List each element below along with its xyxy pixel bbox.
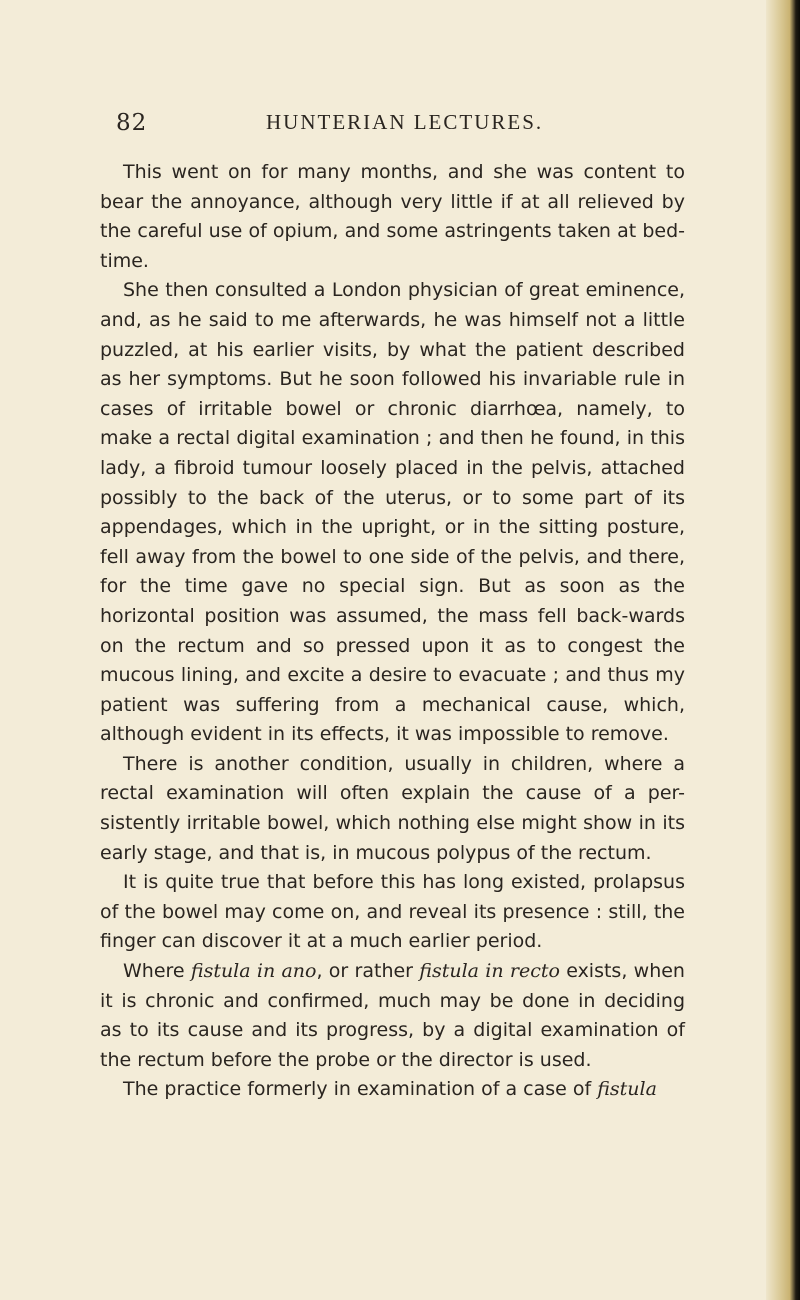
body-text: [100, 158, 685, 1105]
page-header: [116, 110, 696, 144]
book-spine-edge: [766, 0, 800, 1300]
italic-term: fistula in recto: [419, 960, 560, 983]
paragraph: There is another condition, usually in children, where a rectal examination will often explain the cause of a per-sistently irritable bowel, which nothing else might show in its early stage, and that is, in mucous polypus of the rectum.: [100, 752, 685, 864]
paragraph: It is quite true that before this has long existed, prolapsus of the bowel may come on, and reveal its presence : still, the finger can discover it at a much earlier period.: [100, 871, 685, 953]
text-span: , or rather: [316, 960, 420, 983]
paragraph: She then consulted a London physician of great eminence, and, as he said to me afterwards, he was himself not a little puzzled, at his earlier visits, by what the patient described as her symptoms. But he soon followed his invariable rule in cases of irritable bowel or chronic diarrhœa, namely, to make a rectal digital examination ; and then he found, in this lady, a fibroid tumour loosely placed in the pelvis, attached possibly to the back of the uterus, or to some part of its appendages, which in the upright, or in the sitting posture, fell away from the bowel to one side of the pelvis, and there, for the time gave no special sign. But as soon as the horizontal position was assumed, the mass fell back-wards on the rectum and so pressed upon it as to congest the mucous lining, and excite a desire to evacuate ; and thus my patient was suffering from a mechanical cause, which, although evident in its effects, it was impossible to remove.: [100, 279, 685, 746]
italic-term: fistula: [597, 1078, 657, 1101]
paragraph: [100, 1075, 685, 1105]
paragraph: [100, 957, 685, 1075]
page-number: 82: [116, 110, 148, 136]
text-span: exists, when it is chronic and confirmed, much may be done in deciding as to its cause and its progress, by a digital examination of the rectum before the probe or the director is used.: [100, 960, 685, 1071]
text-span: Where: [123, 960, 191, 983]
text-span: The practice formerly in examination of a case of: [123, 1078, 598, 1101]
paragraph: This went on for many months, and she was content to bear the annoyance, although very little if at all relieved by the careful use of opium, and some astringents taken at bed-time.: [100, 161, 685, 272]
running-title: HUNTERIAN LECTURES.: [266, 110, 544, 134]
italic-term: fistula in ano: [190, 960, 317, 983]
